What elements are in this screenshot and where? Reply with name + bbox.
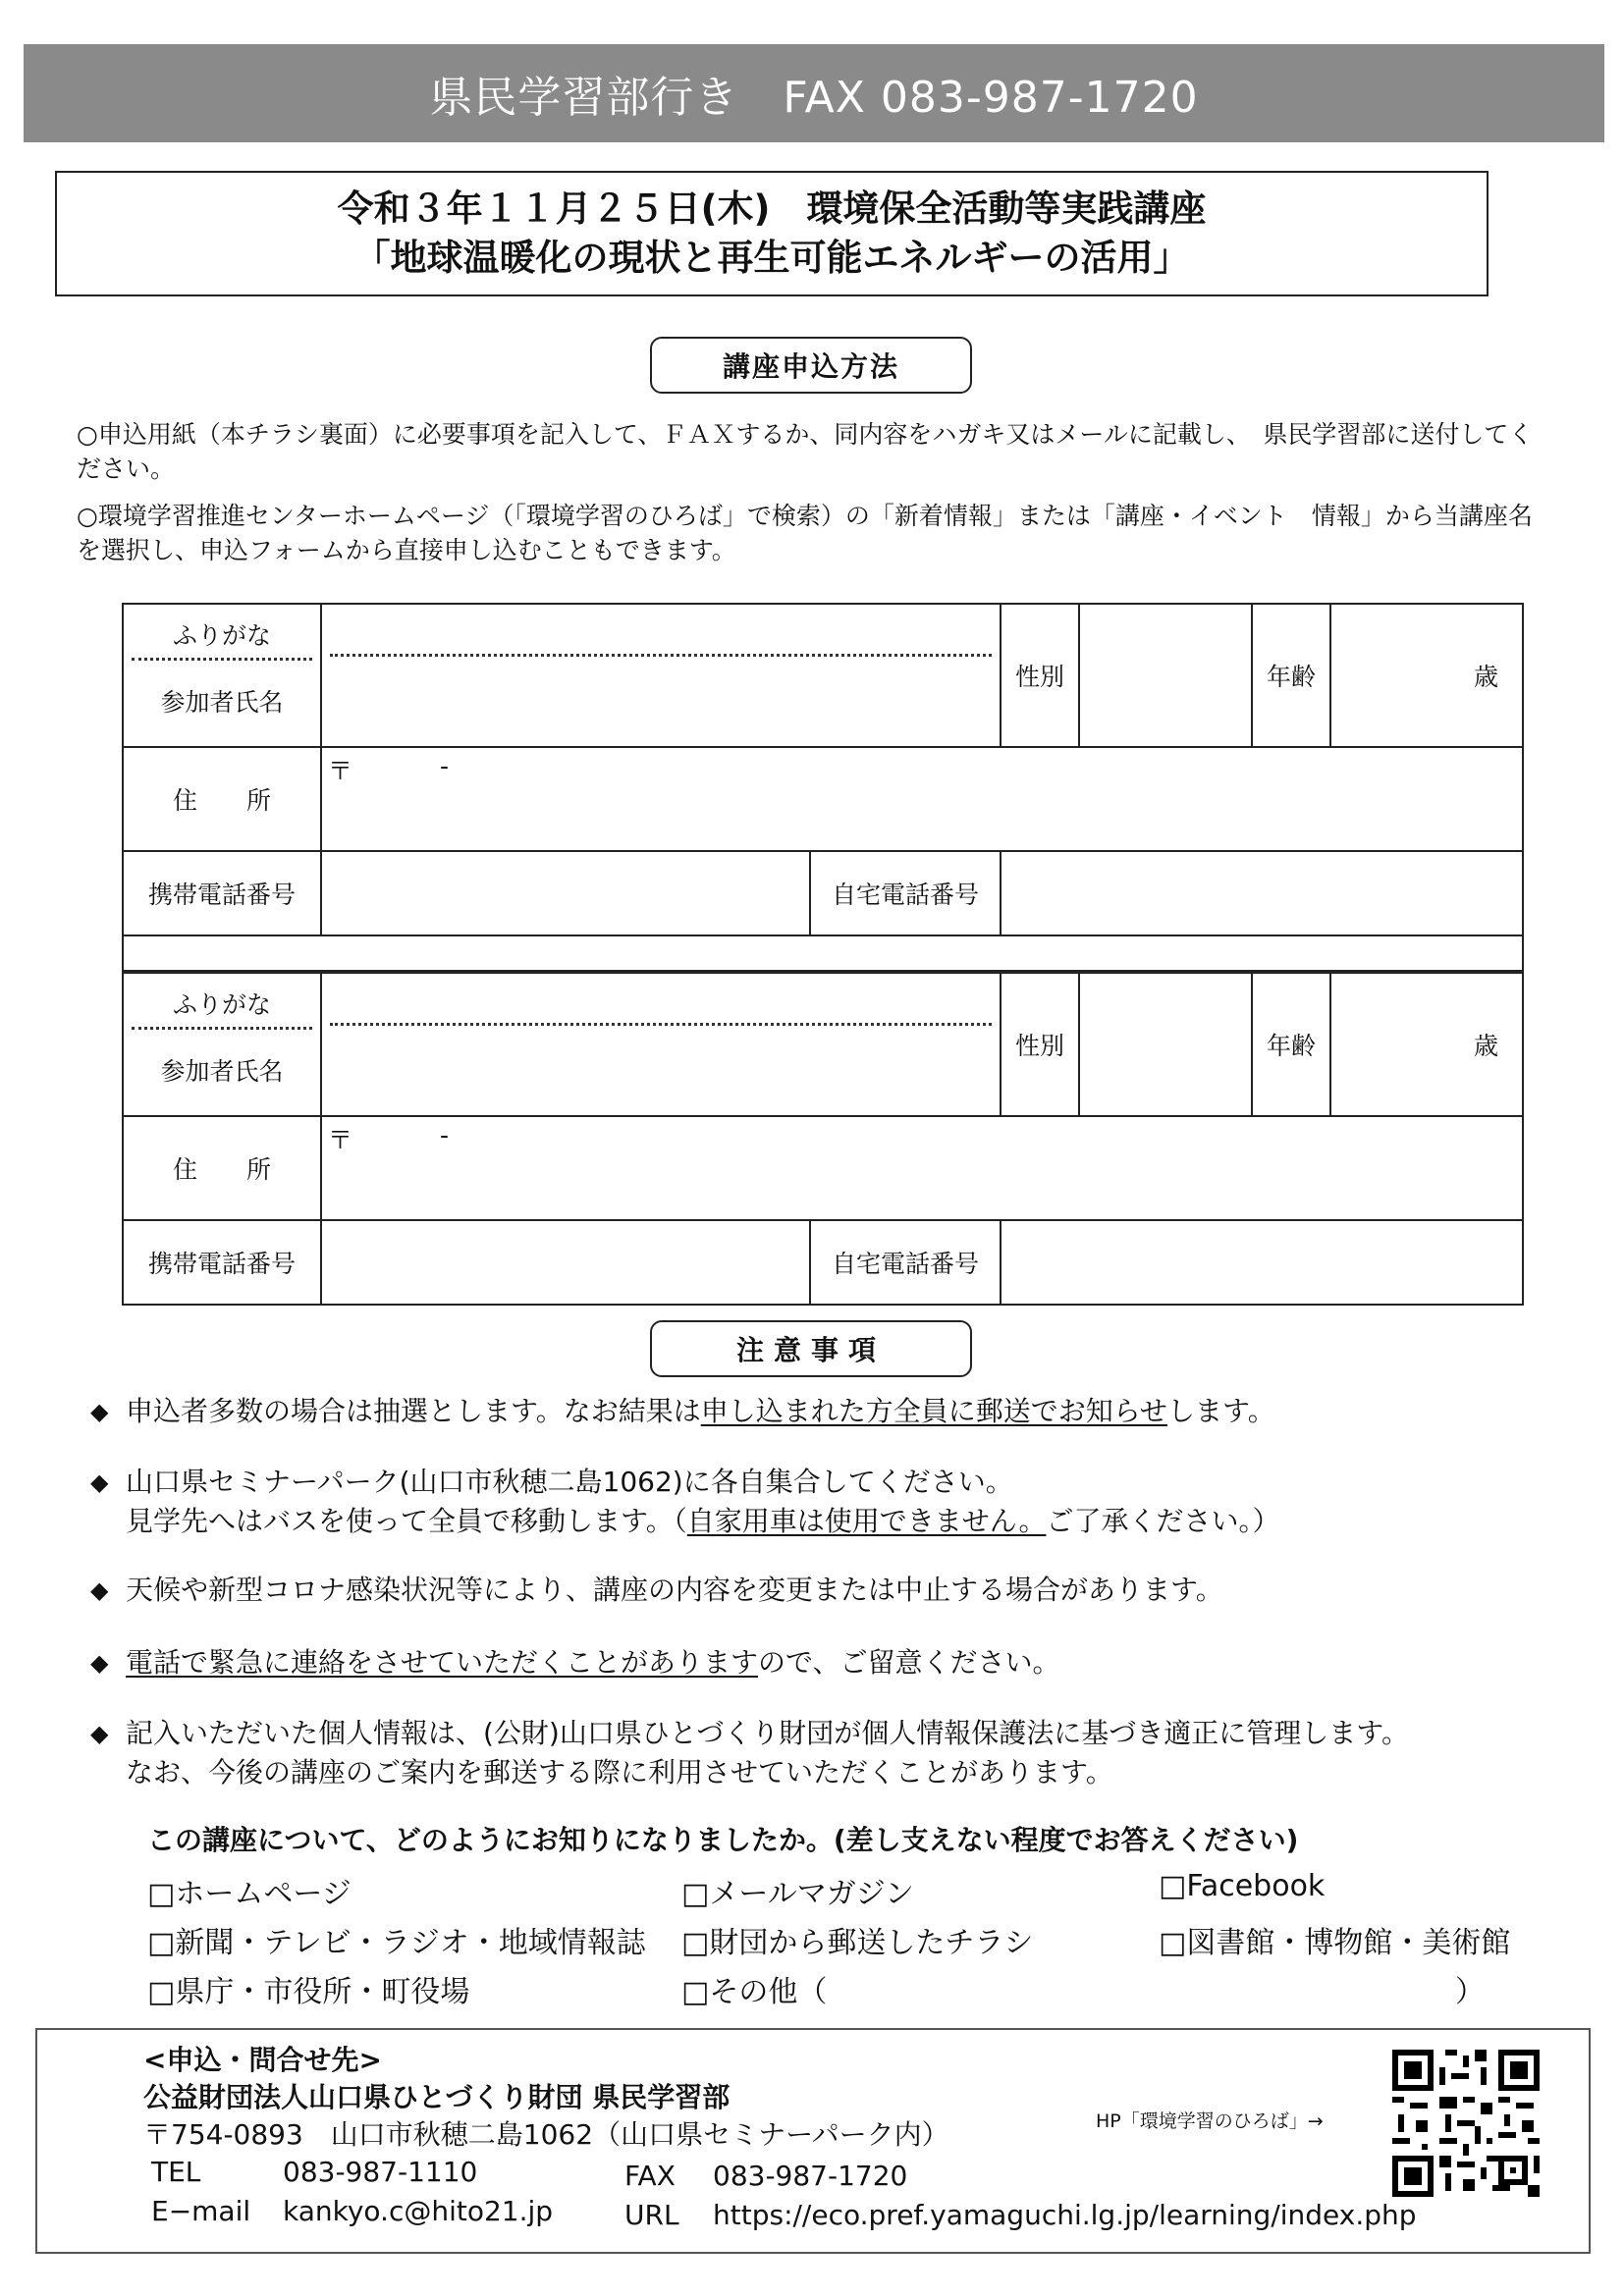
dotted-divider <box>330 654 992 657</box>
note-underlined-text: 申し込まれた方全員に郵送でお知らせ <box>700 1395 1167 1427</box>
contact-organization: 公益財団法人山口県ひとづくり財団 県民学習部 <box>143 2081 731 2113</box>
address-label: 住 所 <box>123 1116 321 1220</box>
note-text: 山口県セミナーパーク(山口市秋穂二島1062)に各自集合してください。 <box>126 1466 1013 1498</box>
course-title-box <box>55 171 1489 296</box>
note-text: ご了承ください。） <box>1046 1505 1280 1537</box>
name-input-field[interactable] <box>321 604 1001 747</box>
name-label-cell <box>123 604 321 747</box>
dotted-divider <box>132 658 312 661</box>
mobile-phone-input[interactable] <box>321 1220 810 1305</box>
home-phone-label: 自宅電話番号 <box>810 851 1001 935</box>
option-government-office[interactable]: □県庁・市役所・町役場 <box>147 1975 470 2009</box>
method-paragraph-1: ○申込用紙（本チラシ裏面）に必要事項を記入して、ＦＡＸするか、同内容をハガキ又はメールに記載し、 県民学習部に送付してください。 <box>77 420 1534 483</box>
name-label-cell <box>123 973 321 1116</box>
note-3 <box>90 1571 1579 1610</box>
method-heading: 講座申込方法 <box>650 337 972 394</box>
home-phone-input[interactable] <box>1001 851 1523 935</box>
email-label: E−mail <box>151 2195 251 2227</box>
note-4 <box>90 1643 1579 1682</box>
note-1 <box>90 1392 1579 1431</box>
gender-input-field[interactable] <box>1079 604 1252 747</box>
option-homepage[interactable]: □ホームページ <box>147 1877 352 1911</box>
zip-mark: 〒 <box>328 757 353 785</box>
qr-code-icon[interactable] <box>1392 2050 1540 2197</box>
age-label: 年齢 <box>1252 973 1330 1116</box>
mobile-phone-label: 携帯電話番号 <box>123 851 321 935</box>
note-text: 記入いただいた個人情報は、(公財)山口県ひとづくり財団が個人情報保護法に基づき適正に管理します。 <box>126 1717 1410 1749</box>
address-label: 住 所 <box>123 747 321 851</box>
diamond-bullet-icon: ◆ <box>90 1720 109 1747</box>
hp-note: HP「環境学習のひろば」→ <box>1096 2110 1324 2132</box>
zip-dash: - <box>440 1121 450 1149</box>
dotted-divider <box>330 1023 992 1026</box>
note-underlined-text: 電話で緊急に連絡をさせていただくことがあります <box>126 1646 759 1679</box>
participant-name-label: 参加者氏名 <box>160 688 284 717</box>
note-underlined-text: 自家用車は使用できません。 <box>686 1505 1047 1537</box>
contact-address: 〒754-0893 山口市秋穂二島1062（山口県セミナーパーク内） <box>143 2118 949 2151</box>
name-input-field[interactable] <box>321 973 1001 1116</box>
age-label: 年齢 <box>1252 604 1330 747</box>
gender-label: 性別 <box>1001 973 1079 1116</box>
option-flyer[interactable]: □財団から郵送したチラシ <box>681 1926 1034 1960</box>
furigana-label: ふりがな <box>172 990 271 1019</box>
fax-label: FAX <box>624 2160 676 2192</box>
option-media[interactable]: □新聞・テレビ・ラジオ・地域情報誌 <box>147 1926 646 1960</box>
note-text: ので、ご留意ください。 <box>758 1646 1060 1679</box>
option-library-museum[interactable]: □図書館・博物館・美術館 <box>1159 1926 1511 1960</box>
diamond-bullet-icon: ◆ <box>90 1576 109 1604</box>
survey-question: この講座について、どのようにお知りになりましたか。(差し支えない程度でお答えください) <box>147 1824 1299 1856</box>
participant-form-1 <box>122 603 1524 972</box>
zip-mark: 〒 <box>328 1126 353 1154</box>
email-address[interactable]: kankyo.c@hito21.jp <box>283 2195 554 2227</box>
tel-label: TEL <box>151 2156 201 2188</box>
furigana-label: ふりがな <box>172 621 271 650</box>
age-input-field[interactable] <box>1330 973 1523 1116</box>
option-other-close: ） <box>1455 1975 1485 2009</box>
course-title-line1: 令和３年１１月２５日(木) 環境保全活動等実践講座 <box>337 187 1207 230</box>
notes-heading: 注意事項 <box>650 1320 972 1377</box>
age-input-field[interactable] <box>1330 604 1523 747</box>
diamond-bullet-icon: ◆ <box>90 1468 109 1496</box>
option-other[interactable]: □その他（ <box>681 1975 828 2009</box>
address-input-field[interactable] <box>321 1116 1523 1220</box>
url-link[interactable]: https://eco.pref.yamaguchi.lg.jp/learning/index.php <box>713 2199 1417 2231</box>
course-title-line2: 「地球温暖化の現状と再生可能エネルギーの活用」 <box>353 237 1190 279</box>
note-2 <box>90 1463 1579 1541</box>
dotted-divider <box>132 1027 312 1030</box>
diamond-bullet-icon: ◆ <box>90 1398 109 1425</box>
home-phone-input[interactable] <box>1001 1220 1523 1305</box>
diamond-bullet-icon: ◆ <box>90 1649 109 1677</box>
zip-dash: - <box>440 752 450 780</box>
fax-banner: 県民学習部行き FAX 083-987-1720 <box>24 44 1604 142</box>
method-paragraph-2: ○環境学習推進センターホームページ（「環境学習のひろば」で検索）の「新着情報」または「講座・イベント 情報」から当講座名を選択し、申込フォームから直接申し込むこともできます。 <box>77 502 1533 564</box>
mobile-phone-label: 携帯電話番号 <box>123 1220 321 1305</box>
option-mail-magazine[interactable]: □メールマガジン <box>681 1877 914 1911</box>
home-phone-label: 自宅電話番号 <box>810 1220 1001 1305</box>
tel-number: 083-987-1110 <box>283 2156 478 2188</box>
gender-input-field[interactable] <box>1079 973 1252 1116</box>
mobile-phone-input[interactable] <box>321 851 810 935</box>
form-spacer-row <box>123 935 1523 971</box>
note-text: なお、今後の講座のご案内を郵送する際に利用させていただくことがあります。 <box>126 1756 1113 1789</box>
gender-label: 性別 <box>1001 604 1079 747</box>
address-input-field[interactable] <box>321 747 1523 851</box>
note-text: 申込者多数の場合は抽選とします。なお結果は <box>126 1395 701 1427</box>
fax-number: 083-987-1720 <box>713 2160 908 2192</box>
participant-name-label: 参加者氏名 <box>160 1057 284 1086</box>
note-5 <box>90 1714 1579 1792</box>
participant-form-2 <box>122 972 1524 1306</box>
note-text: 見学先へはバスを使って全員で移動します。（ <box>126 1505 687 1537</box>
option-facebook[interactable]: □Facebook <box>1159 1869 1326 1903</box>
age-unit: 歳 <box>1473 1032 1498 1060</box>
note-text: 天候や新型コロナ感染状況等により、講座の内容を変更または中止する場合があります。 <box>126 1574 1223 1606</box>
contact-heading: <申込・問合せ先> <box>143 2044 382 2076</box>
url-label: URL <box>624 2199 679 2231</box>
age-unit: 歳 <box>1473 663 1498 691</box>
note-text: します。 <box>1166 1395 1275 1427</box>
